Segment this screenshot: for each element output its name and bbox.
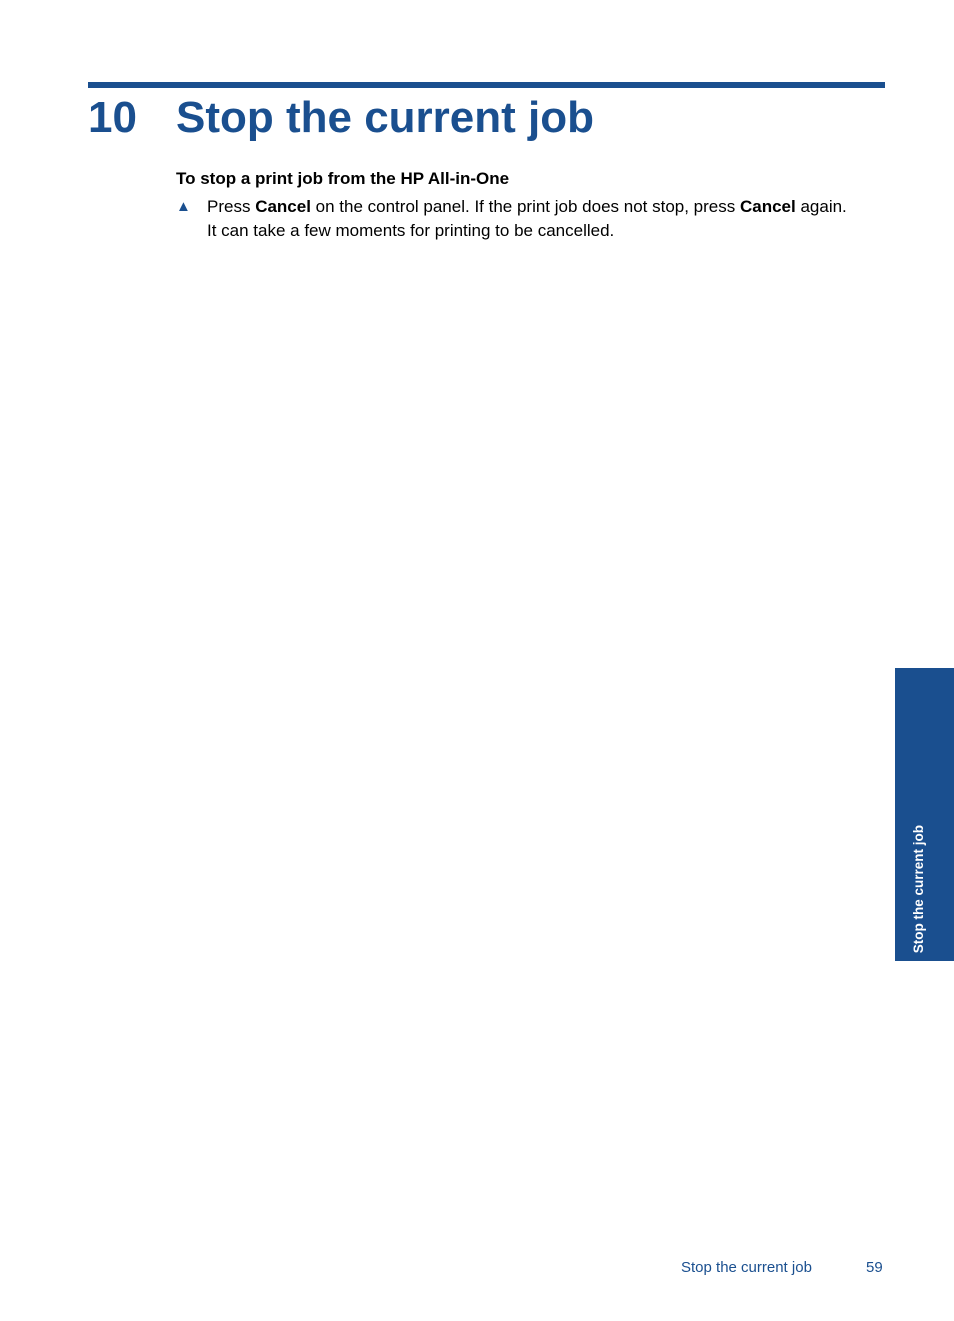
- step-text-press: Press: [207, 197, 256, 216]
- chapter-title: Stop the current job: [176, 93, 594, 142]
- chapter-heading: [88, 90, 594, 146]
- footer-page-number: 59: [866, 1259, 883, 1276]
- procedure-title: To stop a print job from the HP All-in-One: [176, 169, 510, 188]
- footer-chapter-title: Stop the current job: [681, 1259, 812, 1276]
- procedure-step: [176, 195, 886, 243]
- header-rule: [88, 82, 885, 88]
- step-text: [207, 195, 886, 243]
- triangle-bullet-icon: ▲: [176, 198, 191, 215]
- step-text-end: again.: [795, 197, 847, 216]
- step-text-middle: on the control panel. If the print job does not stop, press: [310, 197, 740, 216]
- chapter-number: 10: [88, 93, 137, 142]
- side-tab-label: Stop the current job: [911, 824, 926, 953]
- step-line-1: [207, 195, 886, 219]
- chapter-side-tab: [895, 668, 954, 961]
- step-line-2: It can take a few moments for printing to be cancelled.: [207, 221, 615, 240]
- cancel-keyword-2: Cancel: [739, 197, 796, 216]
- cancel-keyword-1: Cancel: [255, 197, 311, 216]
